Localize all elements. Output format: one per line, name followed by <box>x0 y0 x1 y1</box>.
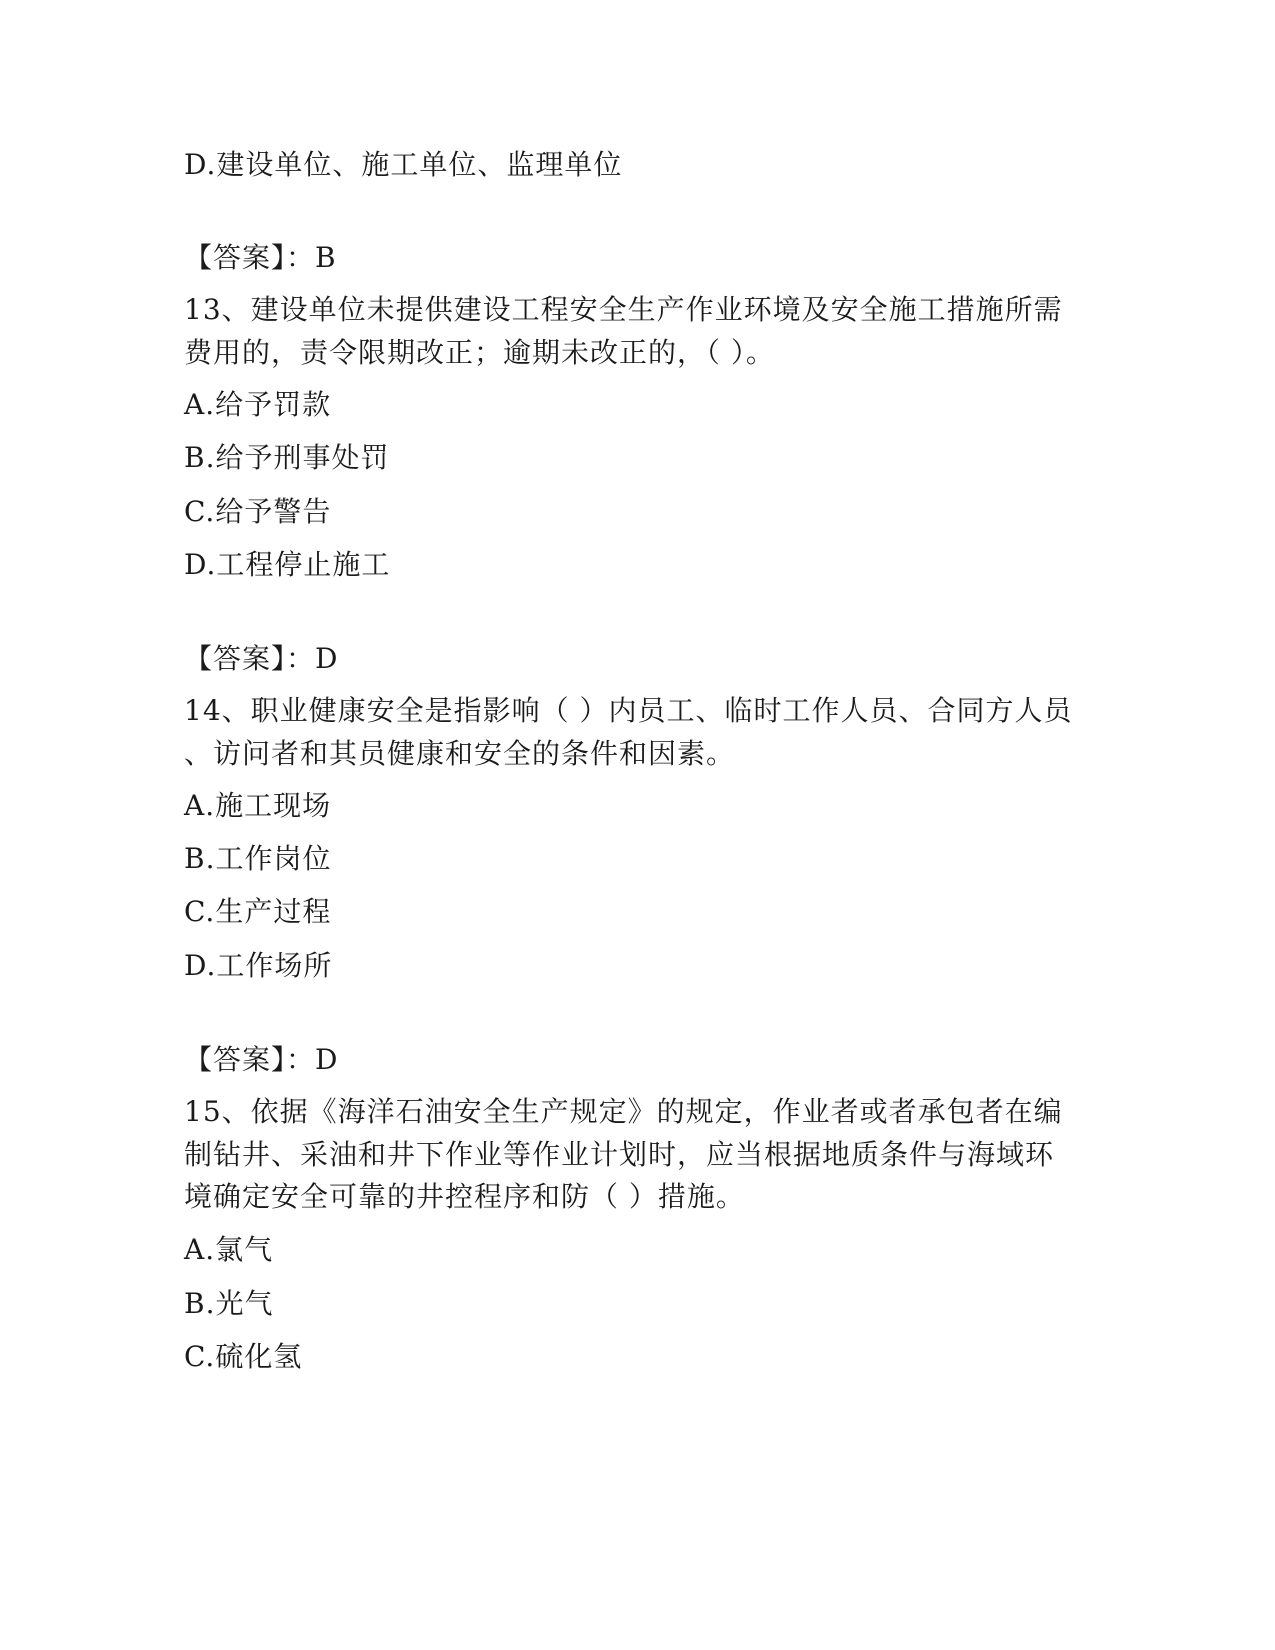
option-a: A.施工现场 <box>184 789 332 822</box>
option-b: B.给予刑事处罚 <box>184 441 390 474</box>
question-stem-line: 、访问者和其员健康和安全的条件和因素。 <box>184 737 736 770</box>
option-c: C.生产过程 <box>184 895 332 928</box>
question-stem-line: 制钻井、采油和井下作业等作业计划时，应当根据地质条件与海域环 <box>184 1138 1055 1171</box>
question-stem-line: 费用的，责令限期改正；逾期未改正的，（ ）。 <box>184 336 775 369</box>
option-b: B.光气 <box>184 1287 274 1320</box>
option-c: C.给予警告 <box>184 495 332 528</box>
question-stem-line: 境确定安全可靠的井控程序和防（ ）措施。 <box>184 1180 745 1213</box>
answer-line: 【答案】：D <box>184 642 339 675</box>
option-c: C.硫化氢 <box>184 1340 303 1373</box>
option-d: D.工作场所 <box>184 949 333 982</box>
answer-line: 【答案】：D <box>184 1043 339 1076</box>
question-stem-line: 13、建设单位未提供建设工程安全生产作业环境及安全施工措施所需 <box>184 293 1063 326</box>
option-d: D.建设单位、施工单位、监理单位 <box>184 148 623 181</box>
option-a: A.给予罚款 <box>184 388 332 421</box>
question-stem-line: 14、职业健康安全是指影响（ ）内员工、临时工作人员、合同方人员 <box>184 694 1073 727</box>
answer-line: 【答案】：B <box>184 241 337 274</box>
option-a: A.氯气 <box>184 1233 274 1266</box>
question-stem-line: 15、依据《海洋石油安全生产规定》的规定，作业者或者承包者在编 <box>184 1095 1063 1128</box>
option-d: D.工程停止施工 <box>184 548 391 581</box>
option-b: B.工作岗位 <box>184 842 332 875</box>
